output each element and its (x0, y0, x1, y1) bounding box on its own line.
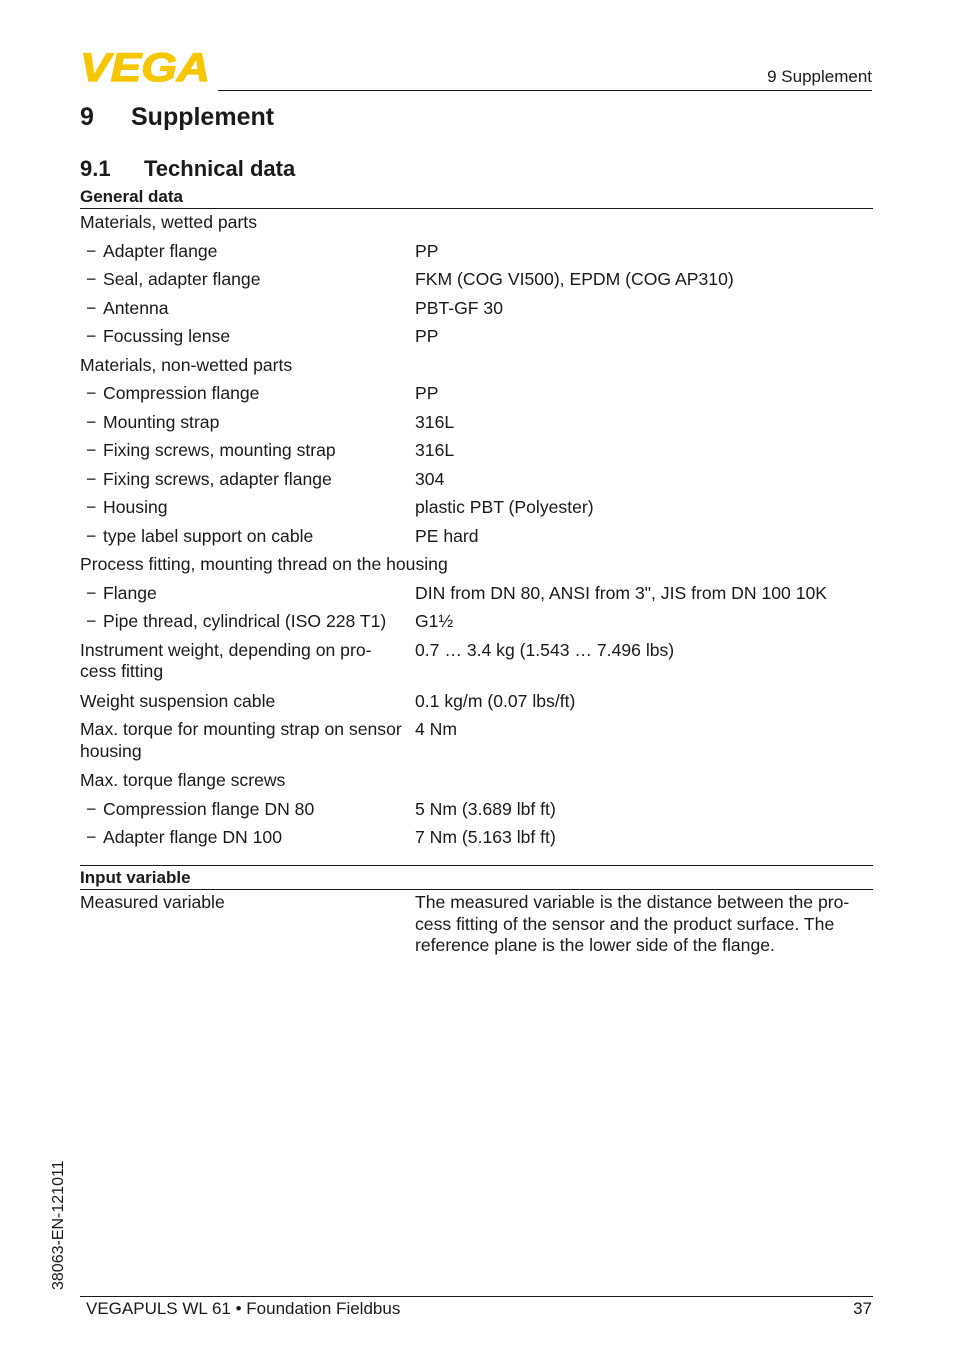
row-value: 316L (415, 440, 455, 460)
table-row (80, 383, 873, 405)
list-dash: − (86, 240, 97, 261)
row-value: PBT-GF 30 (415, 297, 503, 318)
table-row (80, 241, 873, 263)
row-label-text: Adapter flange (103, 240, 218, 261)
row-label-text: Fixing screws, adapter flange (103, 468, 332, 489)
table-divider (80, 865, 873, 866)
table-row (80, 640, 873, 683)
row-label: Max. torque flange screws (80, 770, 286, 790)
section-title: Technical data (144, 156, 296, 181)
table-row (80, 497, 873, 519)
row-value: 0.1 kg/m (0.07 lbs/ft) (415, 690, 576, 711)
row-label (80, 412, 415, 434)
list-dash: − (86, 326, 97, 346)
list-dash: − (86, 411, 97, 432)
row-value: PE hard (415, 525, 479, 546)
table-row (80, 691, 873, 713)
row-label-text: Adapter flange DN 100 (103, 827, 282, 847)
row-value: PP (415, 326, 439, 346)
table-row (80, 827, 873, 849)
footer-rule (80, 1296, 873, 1297)
row-label (80, 827, 415, 849)
row-label-text: Compression flange DN 80 (103, 798, 315, 819)
row-label (80, 583, 415, 605)
table-row (80, 799, 873, 821)
row-label (80, 497, 415, 519)
row-label-text: Focussing lense (103, 326, 231, 346)
list-dash: − (86, 525, 97, 546)
vega-logo (80, 50, 212, 84)
page-number: 37 (853, 1299, 872, 1318)
list-dash: − (86, 440, 97, 460)
row-value: G1½ (415, 611, 454, 631)
list-dash: − (86, 827, 97, 847)
document-id: 38063-EN-121011 (50, 1160, 67, 1290)
input-variable-heading: Input variable (80, 868, 873, 890)
row-value (415, 355, 873, 377)
row-label-text: type label support on cable (103, 525, 314, 546)
row-value: PP (415, 383, 439, 403)
table-row (80, 269, 873, 291)
table-row (80, 355, 873, 377)
chapter-heading (80, 103, 274, 132)
input-variable-rows (80, 890, 873, 957)
list-dash: − (86, 297, 97, 318)
list-dash: − (86, 798, 97, 819)
row-label-text: Flange (103, 582, 157, 603)
table-row (80, 554, 873, 576)
row-label: Materials, non-wetted parts (80, 354, 293, 375)
row-label-text: Seal, adapter flange (103, 269, 261, 289)
row-label (80, 241, 415, 263)
row-label (80, 298, 415, 320)
table-row (80, 412, 873, 434)
row-label: Materials, wetted parts (80, 212, 257, 232)
table-row (80, 440, 873, 462)
header-rule (218, 90, 872, 91)
list-dash: − (86, 269, 97, 289)
general-data-heading: General data (80, 187, 873, 209)
row-value: 7 Nm (5.163 lbf ft) (415, 827, 556, 847)
list-dash: − (86, 383, 97, 403)
row-label: Instrument weight, depending on pro- cess fitting (80, 639, 372, 681)
row-label (80, 440, 415, 462)
chapter-number: 9 (80, 103, 94, 131)
row-value: 316L (415, 411, 455, 432)
row-label: Measured variable (80, 892, 225, 912)
header-section-ref: 9 Supplement (767, 67, 872, 86)
table-row (80, 892, 873, 957)
row-label-text: Fixing screws, mounting strap (103, 440, 336, 460)
row-label: Weight suspension cable (80, 690, 276, 711)
row-value: FKM (COG VI500), EPDM (COG AP310) (415, 269, 734, 289)
row-label: Process fitting, mounting thread on the housing (80, 554, 448, 574)
table-row (80, 298, 873, 320)
table-row (80, 326, 873, 348)
list-dash: − (86, 468, 97, 489)
list-dash: − (86, 582, 97, 603)
section-heading (80, 156, 295, 182)
row-label (80, 383, 415, 405)
section-number: 9.1 (80, 156, 111, 181)
row-value: 5 Nm (3.689 lbf ft) (415, 798, 556, 819)
row-value: The measured variable is the distance between the pro- cess fitting of the sensor and the product surface. The reference plane is the lower side of the flange. (415, 892, 850, 955)
row-label-text: Pipe thread, cylindrical (ISO 228 T1) (103, 611, 387, 631)
table-row (80, 611, 873, 633)
row-value: 0.7 … 3.4 kg (1.543 … 7.496 lbs) (415, 639, 675, 660)
general-data-table (80, 187, 873, 856)
row-label-text: Antenna (103, 297, 169, 318)
row-label (80, 326, 415, 348)
input-variable-table (80, 868, 873, 957)
row-label (80, 799, 415, 821)
general-data-rows (80, 209, 873, 849)
row-value: plastic PBT (Polyester) (415, 497, 594, 517)
table-row (80, 583, 873, 605)
list-dash: − (86, 611, 97, 631)
row-label: Max. torque for mounting strap on sensor housing (80, 719, 402, 761)
row-label (80, 611, 415, 633)
table-row (80, 469, 873, 491)
row-label (80, 526, 415, 548)
table-row (80, 770, 873, 792)
row-value: DIN from DN 80, ANSI from 3", JIS from DN 100 10K (415, 582, 828, 603)
row-label-text: Housing (103, 497, 168, 517)
row-label (80, 269, 415, 291)
logo-text: VEGA (80, 50, 210, 84)
table-row (80, 719, 873, 762)
row-value (415, 770, 873, 792)
row-value: PP (415, 240, 439, 261)
footer-title: VEGAPULS WL 61 • Foundation Fieldbus (86, 1299, 401, 1318)
row-value: 304 (415, 468, 445, 489)
list-dash: − (86, 497, 97, 517)
row-value (415, 212, 873, 234)
row-label (80, 469, 415, 491)
row-value: 4 Nm (415, 719, 458, 739)
row-label-text: Compression flange (103, 383, 260, 403)
chapter-title: Supplement (131, 103, 275, 131)
table-row (80, 526, 873, 548)
row-label-text: Mounting strap (103, 411, 220, 432)
table-row (80, 212, 873, 234)
